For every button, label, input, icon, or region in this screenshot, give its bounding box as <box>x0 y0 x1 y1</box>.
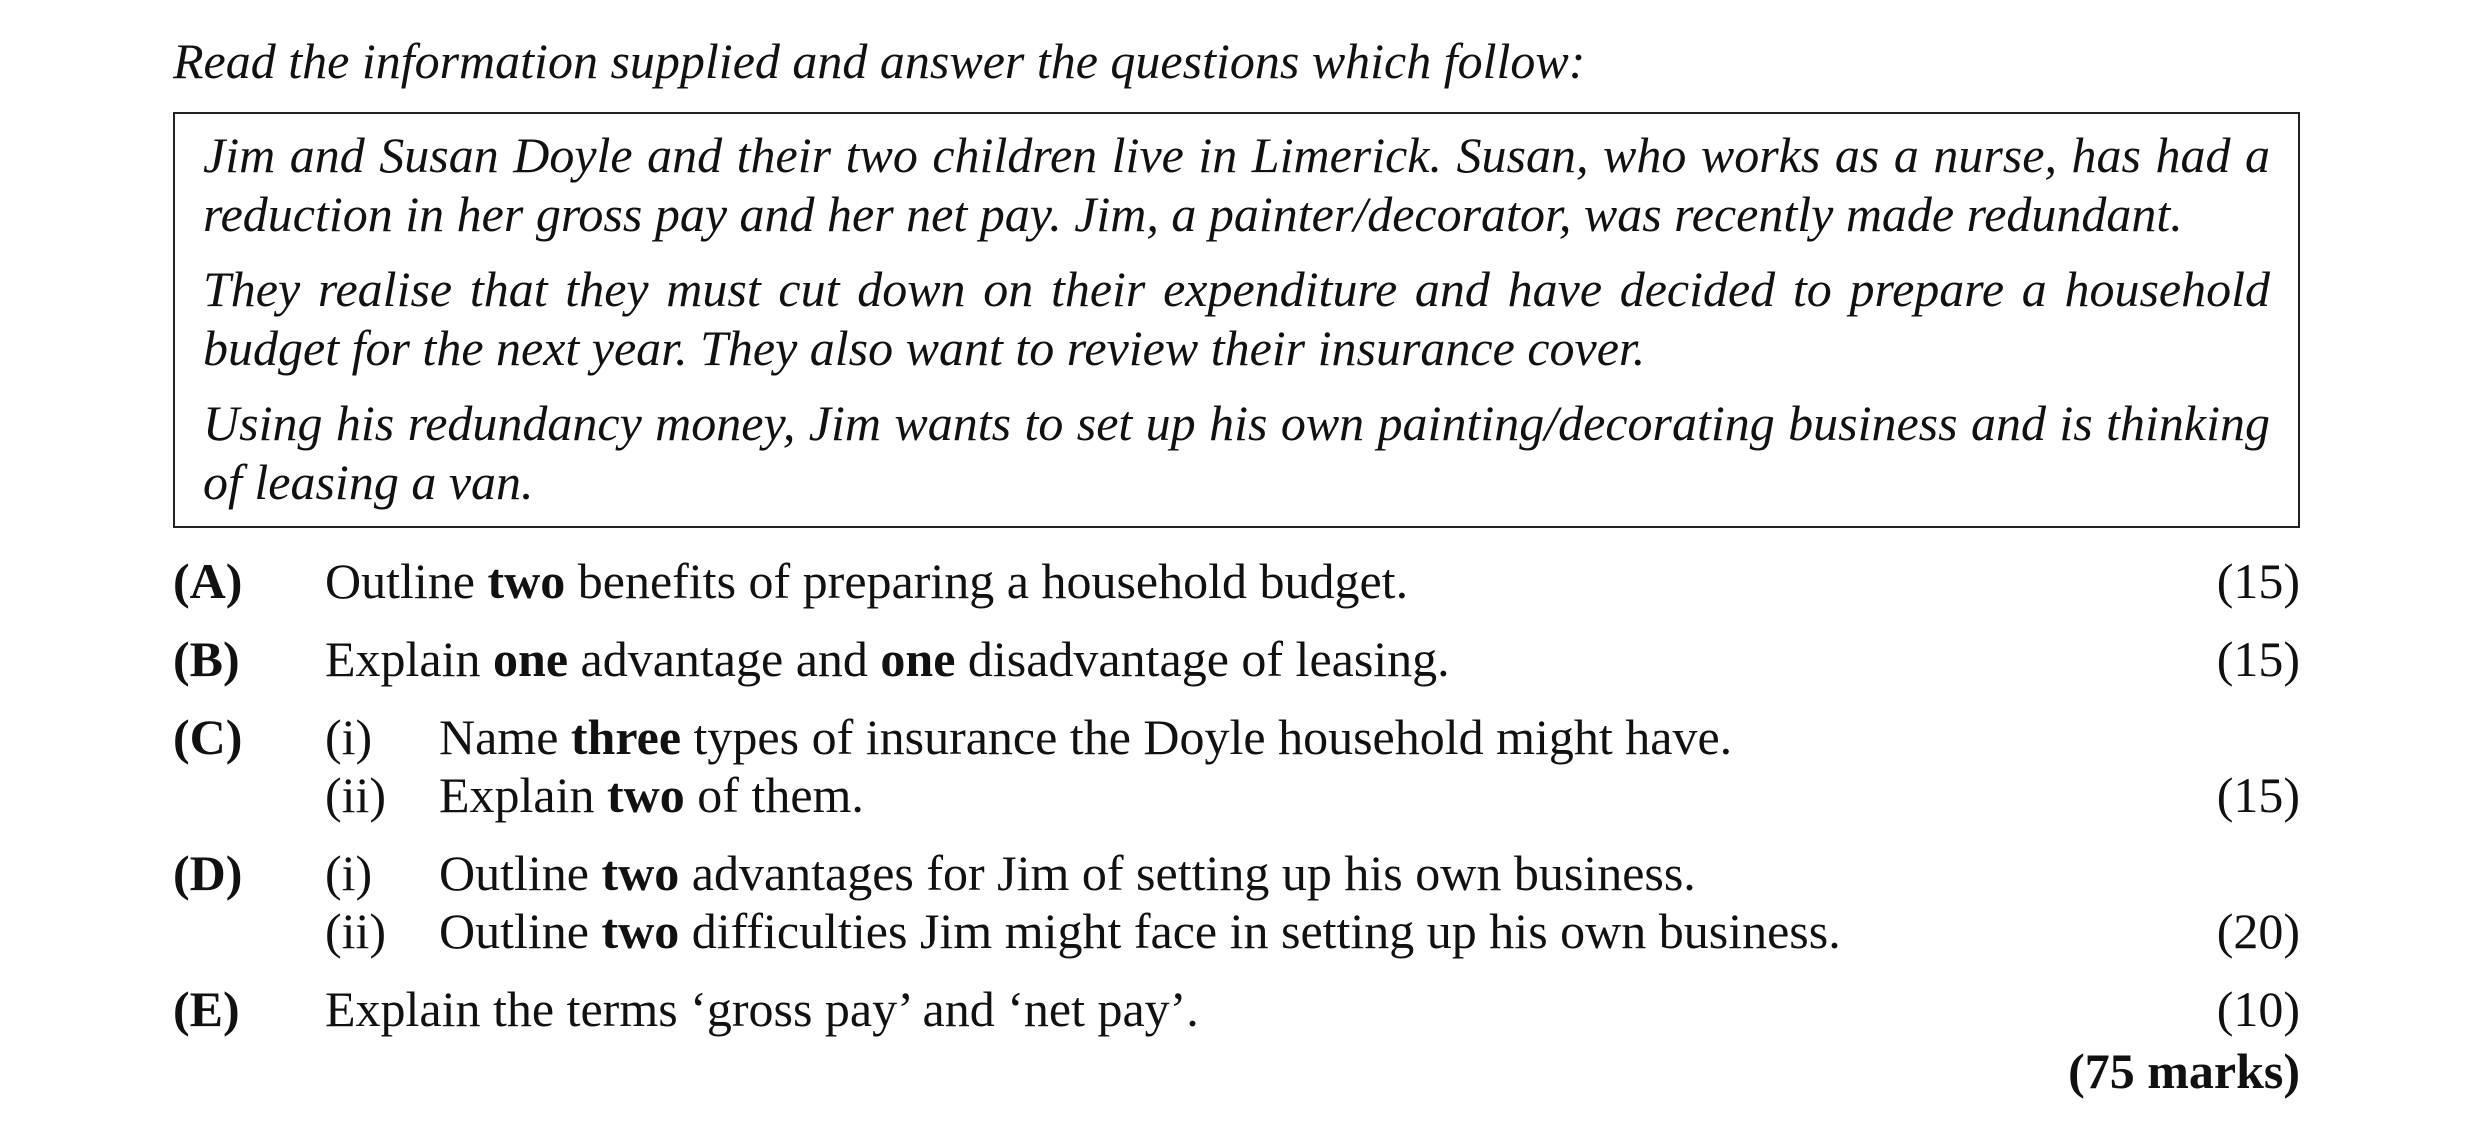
question-b <box>173 630 2300 688</box>
subquestion-c-i: (i) Name three types of insurance the Doyle household might have. <box>325 709 1733 765</box>
subquestion-d-i: (i) Outline two advantages for Jim of setting up his own business. <box>325 845 1696 901</box>
exam-question-page <box>173 30 2300 1100</box>
total-marks: (75 marks) <box>2068 1043 2300 1099</box>
question-marks: (10) <box>2216 981 2300 1037</box>
question-e <box>173 980 2300 1038</box>
question-text: Explain one advantage and one disadvantage of leasing. <box>325 631 1450 687</box>
question-label: (B) <box>173 631 240 687</box>
question-label: (E) <box>173 981 240 1037</box>
instructions-text: Read the information supplied and answer the questions which follow: <box>173 33 1586 89</box>
question-text: Explain the terms ‘gross pay’ and ‘net pay’. <box>325 981 1199 1037</box>
question-text: Outline two benefits of preparing a household budget. <box>325 553 1409 609</box>
question-list <box>173 552 2300 1100</box>
scenario-paragraph-3: Using his redundancy money, Jim wants to set up his own painting/decorating business and is thinking of leasing a van. <box>203 395 2270 510</box>
scenario-box <box>173 112 2300 528</box>
question-marks: (20) <box>2216 903 2300 959</box>
question-a <box>173 552 2300 610</box>
subquestion-c-ii: (ii) Explain two of them. <box>325 767 864 823</box>
question-marks: (15) <box>2216 553 2300 609</box>
scenario-paragraph-2: They realise that they must cut down on their expenditure and have decided to prepare a household budget for the next year. They also want to review their insurance cover. <box>203 261 2270 376</box>
scenario-paragraph-1: Jim and Susan Doyle and their two children live in Limerick. Susan, who works as a nurse, has had a reduction in her gross pay and her net pay. Jim, a painter/decorator, was recently made redundant. <box>203 127 2270 242</box>
question-label: (D) <box>173 845 243 901</box>
question-marks: (15) <box>2216 767 2300 823</box>
subquestion-d-ii: (ii) Outline two difficulties Jim might face in setting up his own business. <box>325 903 1841 959</box>
question-d <box>173 844 2300 960</box>
question-marks: (15) <box>2216 631 2300 687</box>
question-c <box>173 708 2300 824</box>
question-label: (C) <box>173 709 243 765</box>
question-label: (A) <box>173 553 243 609</box>
